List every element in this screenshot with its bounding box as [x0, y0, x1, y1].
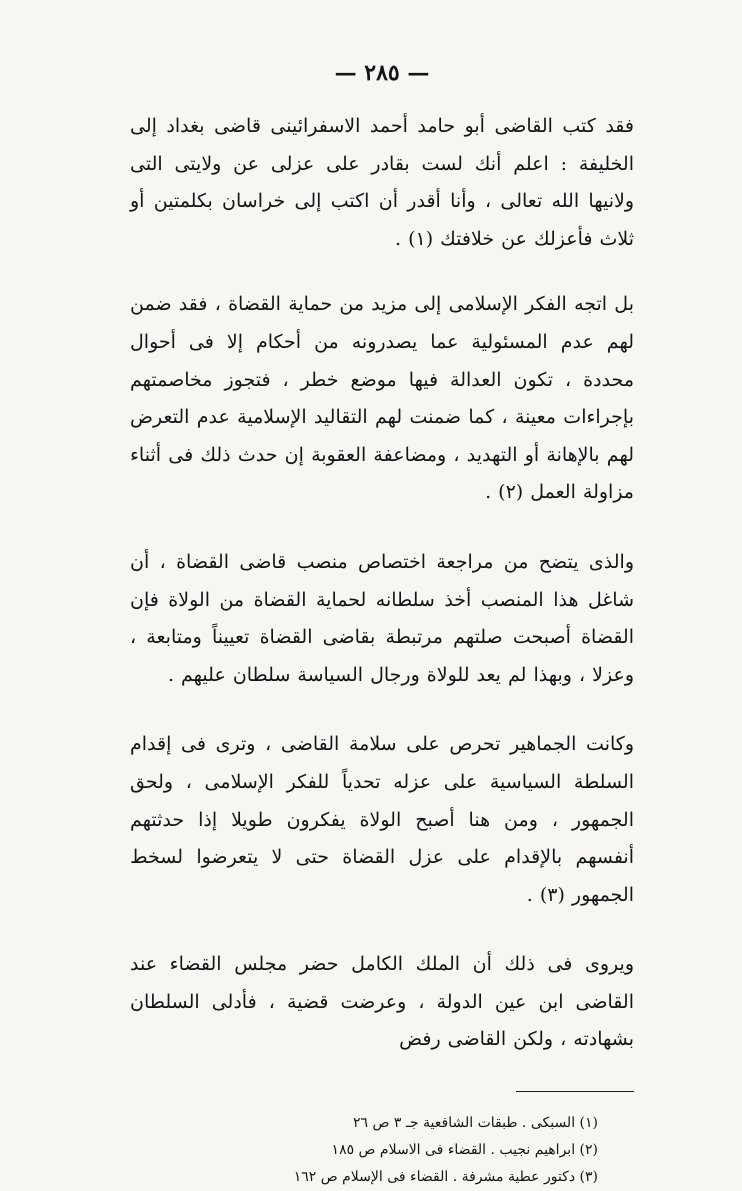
- paragraph-1: فقد كتب القاضى أبو حامد أحمد الاسفرائينى قاضى بغداد إلى الخليفة : اعلم أنك لست بقادر على عزلى عن ولايتى التى ولانيها الله تعالى ، وأنا أقدر أن اكتب إلى خراسان بكلمتين أو ثلاث فأعزلك عن خلافتك (١) .: [130, 115, 634, 250]
- footnotes-list: [130, 1110, 634, 1191]
- paragraph-2: بل اتجه الفكر الإسلامى إلى مزيد من حماية القضاة ، فقد ضمن لهم عدم المسئولية عما يصدرونه من أحكام إلا فى أحوال محددة ، تكون العدالة فيها موضع خطر ، فتجوز مخاصمتهم بإجراءات معينة ، كما ضمنت لهم التقاليد الإسلامية عدم التعرض لهم بالإهانة أو التهديد ، ومضاعفة العقوبة إن حدث ذلك فى أثناء مزاولة العمل (٢) .: [130, 293, 634, 504]
- paragraph-5: ويروى فى ذلك أن الملك الكامل حضر مجلس القضاء عند القاضى ابن عين الدولة ، وعرضت قضية ، فأدلى السلطان بشهادته ، ولكن القاضى رفض: [130, 953, 634, 1051]
- footnote-divider: [516, 1091, 634, 1092]
- footnote-3: (٣) دكتور عطية مشرفة . القضاء فى الإسلام ص ١٦٢: [293, 1169, 598, 1186]
- page-number: — ٢٨٥ —: [334, 60, 430, 86]
- paragraph-4: وكانت الجماهير تحرص على سلامة القاضى ، وترى فى إقدام السلطة السياسية على عزله تحدياً للفكر الإسلامى ، ولحق الجمهور ، ومن هنا أصبح الولاة يفكرون طويلا إذا حدثتهم أنفسهم بالإقدام على عزل القضاة حتى لا يتعرضوا لسخط الجمهور (٣) .: [130, 733, 634, 906]
- paragraph-3: والذى يتضح من مراجعة اختصاص منصب قاضى القضاة ، أن شاغل هذا المنصب أخذ سلطانه لحماية القضاة من الولاة فإن القضاة أصبحت صلتهم مرتبطة بقاضى القضاة تعييناً ومتابعة ، وعزلا ، وبهذا لم يعد للولاة ورجال السياسة سلطان عليهم .: [130, 550, 634, 686]
- footnote-2: (٢) ابراهيم نجيب . القضاء فى الاسلام ص ١٨٥: [331, 1142, 598, 1159]
- footnote-1: (١) السبكى . طبقات الشافعية جـ ٣ ص ٢٦: [352, 1115, 598, 1132]
